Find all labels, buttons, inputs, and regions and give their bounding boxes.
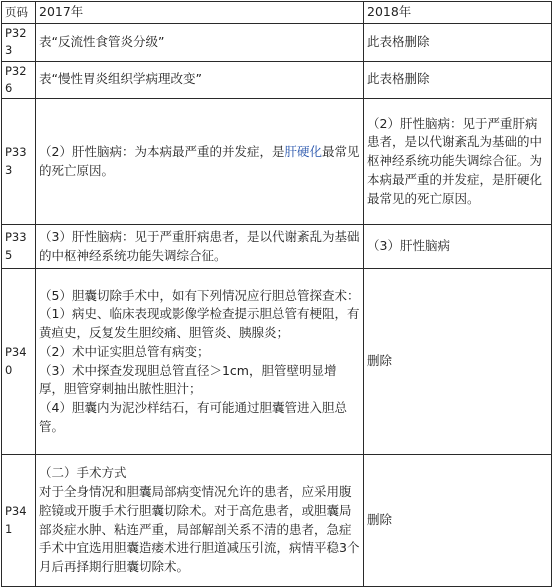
row-2018: （2）肝性脑病：见于严重肝病患者，是以代谢紊乱为基础的中枢神经系统功能失调综合征。为本病最严重的并发症，是肝硬化最常见的死亡原因。 <box>364 99 552 225</box>
text-line: （3）术中探查发现胆总管直径＞1cm，胆管壁明显增厚，胆管穿刺抽出脓性胆汁； <box>39 362 337 397</box>
row-2018: 删除 <box>364 269 552 455</box>
row-page: P333 <box>2 99 36 225</box>
header-2018: 2018年 <box>364 2 552 24</box>
row-2018: （3）肝性脑病 <box>364 225 552 269</box>
text-line: （4）胆囊内为泥沙样结石，有可能通过胆囊管进入胆总管。 <box>39 400 347 434</box>
header-row <box>2 2 552 24</box>
table-row <box>2 61 552 99</box>
row-2017: 表“反流性食管炎分级” <box>36 24 364 62</box>
text-line: （二）手术方式 <box>39 465 127 481</box>
row-2017 <box>36 99 364 225</box>
table-row <box>2 99 552 225</box>
row-page: P323 <box>2 24 36 62</box>
highlighted-term: 肝硬化 <box>284 143 322 159</box>
row-2017 <box>36 269 364 455</box>
row-2017: （3）肝性脑病：见于严重肝病患者，是以代谢紊乱为基础的中枢神经系统功能失调综合征。 <box>36 225 364 269</box>
row-page: P335 <box>2 225 36 269</box>
row-page: P341 <box>2 455 36 587</box>
row-2018: 删除 <box>364 455 552 587</box>
row-2017: 表“慢性胃炎组织学病理改变” <box>36 61 364 99</box>
text-line: （5）胆囊切除手术中，如有下列情况应行胆总管探查术： <box>39 287 360 303</box>
comparison-table <box>1 1 552 587</box>
text-segment: 最常见的死亡原因。 <box>39 143 360 178</box>
row-page: P326 <box>2 61 36 99</box>
text-line: （1）病史、临床表现或影像学检查提示胆总管有梗阻，有黄疸史，反复发生胆绞痛、胆管炎、胰腺炎； <box>39 306 360 340</box>
text-line: （2）术中证实胆总管有病变； <box>39 343 210 359</box>
row-page: P340 <box>2 269 36 455</box>
row-2017 <box>36 455 364 587</box>
row-2018: 此表格删除 <box>364 24 552 62</box>
header-2017: 2017年 <box>36 2 364 24</box>
text-line: 对于全身情况和胆囊局部病变情况允许的患者，应采用腹腔镜或开腹手术行胆囊切除术。对于高危患者，或胆囊局部炎症水肿、粘连严重，局部解剖关系不清的患者，急症手术中宜选用胆囊造瘘术进行胆道减压引流，病情平稳3个月后再择期行胆囊切除术。 <box>39 484 360 574</box>
row-2018: 此表格删除 <box>364 61 552 99</box>
table-row <box>2 225 552 269</box>
table-row <box>2 269 552 455</box>
text-segment: （2）肝性脑病：为本病最严重的并发症，是 <box>39 143 285 159</box>
table-row <box>2 455 552 587</box>
header-page: 页码 <box>2 2 36 24</box>
table-row <box>2 24 552 62</box>
